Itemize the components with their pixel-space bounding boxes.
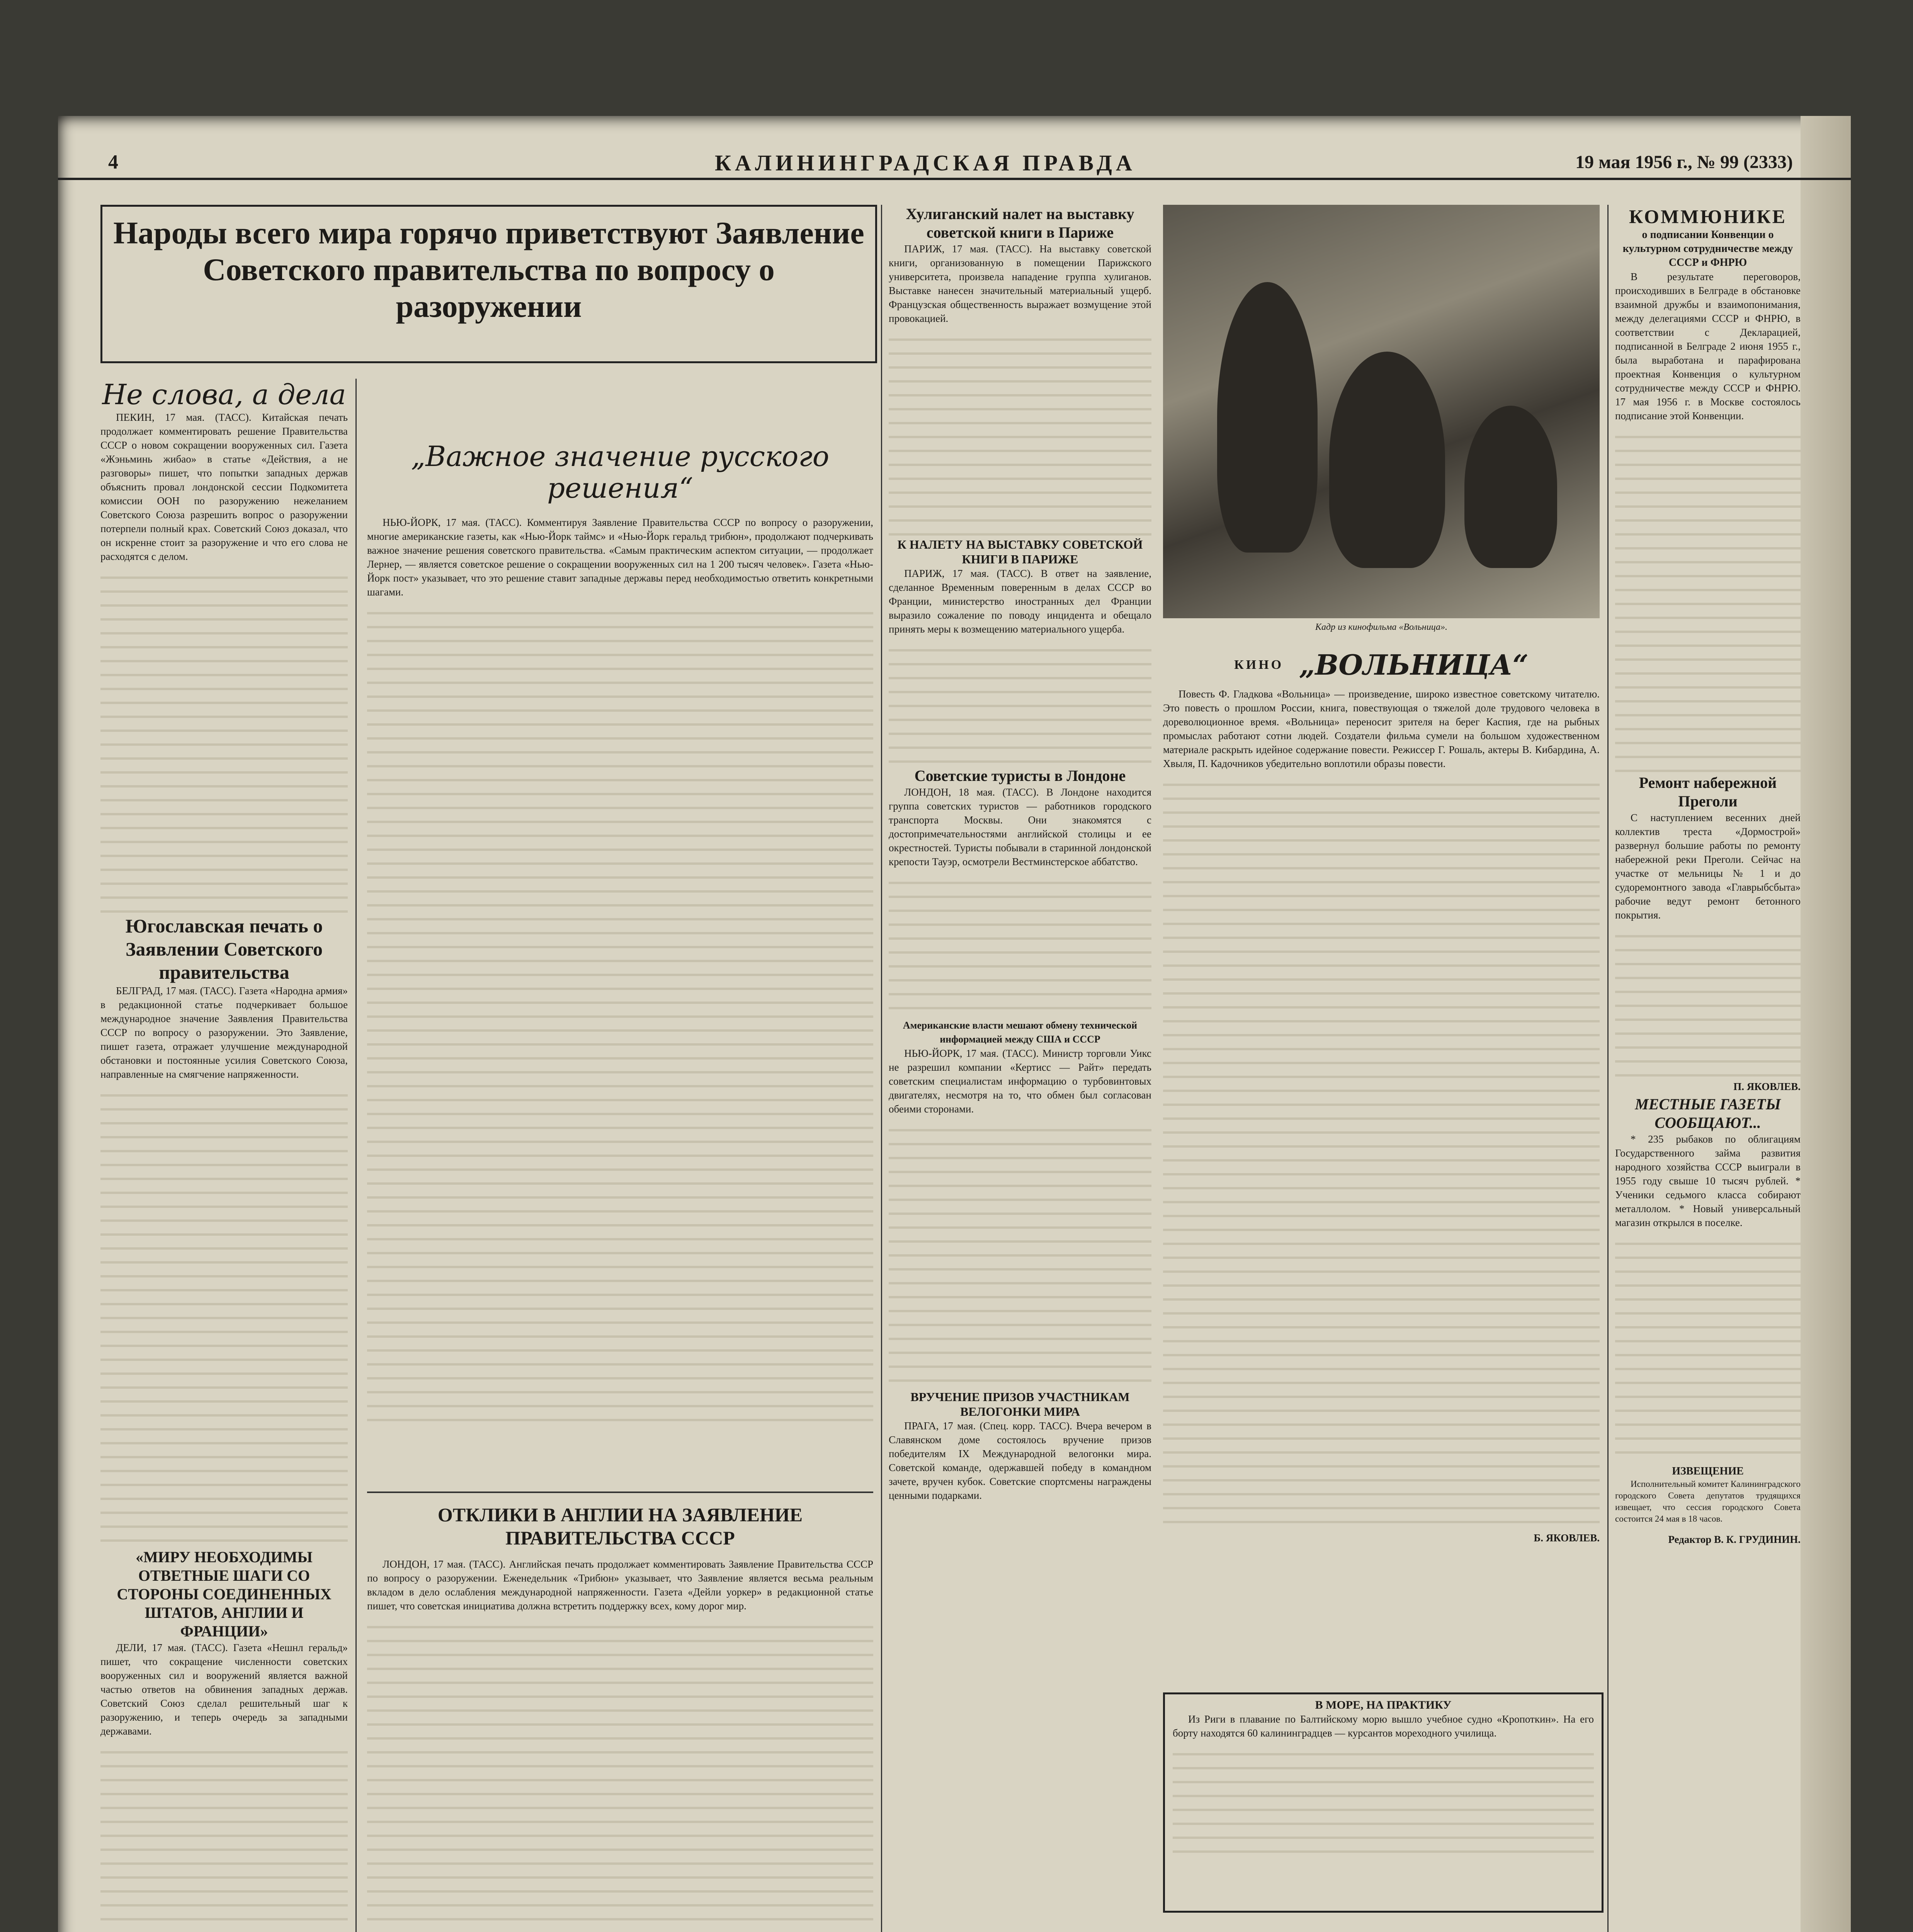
text-block <box>100 1083 348 1546</box>
text-block <box>1615 923 1801 1078</box>
article-prizy: ПРАГА, 17 мая. (Спец. корр. ТАСС). Вчера вечером в Славянском доме состоялось вручение призов победителям IX Международной велогонки мира. Советской команде, одержавшей победу в командном зачете, вручен кубок. Советские спортсмены награждены ценными подарками. <box>889 1420 1151 1501</box>
headline-yugoslav: Югославская печать о Заявлении Советского правительства <box>125 915 323 983</box>
text-block <box>889 638 1151 765</box>
kino-author: Б. ЯКОВЛЕВ. <box>1534 1532 1600 1544</box>
headline-prizy: ВРУЧЕНИЕ ПРИЗОВ УЧАСТНИКАМ ВЕЛОГОНКИ МИРА <box>910 1390 1130 1418</box>
article-mestnye: * 235 рыбаков по облигациям Государственного займа развития народного хозяйства СССР выиграли в 1955 году свыше 10 тысяч рублей. * Ученики седьмого класса собирают металлолом. * Новый универсальный магазин открылся в поселке. <box>1615 1133 1801 1228</box>
headline-remont: Ремонт набережной Преголи <box>1639 774 1777 810</box>
v-more-content <box>1173 1698 1594 1907</box>
v-more-box <box>1163 1692 1604 1913</box>
text-block <box>1615 424 1801 772</box>
column-kino <box>1163 649 1600 1685</box>
column-rule <box>355 379 357 1932</box>
text-block <box>367 1614 873 1932</box>
article-amer: НЬЮ-ЙОРК, 17 мая. (ТАСС). Министр торговли Уикс не разрешил компании «Кертисс — Райт» передать советским специалистам информацию о турбовинтовых двигателях, несмотря на то, что обмен был согласован обеими сторонами. <box>889 1048 1151 1115</box>
article-yugoslav: БЕЛГРАД, 17 мая. (ТАСС). Газета «Народна армия» в редакционной статье подчеркивает большое международное значение Заявления Правительства СССР по вопросу о разоружении. Это Заявление, пишет газета, отражает улучшение международной обстановки и постоянные усилия Советского Союза, направленные на смягчение напряженности. <box>100 985 348 1080</box>
column-4 <box>889 205 1151 1932</box>
subheadline-kommyunike: о подписании Конвенции о культурном сотрудничестве между СССР и ФНРЮ <box>1622 229 1793 269</box>
column-otkliki <box>367 1503 873 1932</box>
banner-headline: Народы всего мира горячо приветствуют Заявление Советского правительства по вопросу о разоружении <box>113 215 864 324</box>
article-vazhnoe: НЬЮ-ЙОРК, 17 мая. (ТАСС). Комментируя Заявление Правительства СССР по вопросу о разоружении, многие американские газеты, как «Нью-Йорк таймс» и «Нью-Йорк геральд трибюн», продолжают подчеркивать важное значение решения советского правительства. «Самым практическим аспектом ситуации, — продолжает Лернер, — является советское решение о сокращении вооруженных сил на 1 200 тысяч человек». Газета «Нью-Йорк пост» указывает, что это решение ставит западные державы перед необходимостью ответить конкретными шагами. <box>367 517 873 598</box>
masthead <box>58 147 1851 180</box>
column-rule <box>881 205 882 1932</box>
article-huligan: ПАРИЖ, 17 мая. (ТАСС). На выставку советской книги, организованную в помещении Парижского университета, произвела нападение группа хулиганов. Выставке нанесен значительный материальный ущерб. Французская общественность выражает возмущение этой провокацией. <box>889 243 1151 324</box>
column-1 <box>100 379 348 1932</box>
text-block <box>100 1740 348 1932</box>
column-rule <box>1607 205 1609 1932</box>
article-mir: ДЕЛИ, 17 мая. (ТАСС). Газета «Нешнл геральд» пишет, что сокращение численности советских вооруженных сил и вооружений является важной частью ответов на обвинения западных держав. Советский Союз сделал решительный шаг к разоружению, и теперь очередь за западными державами. <box>100 1642 348 1737</box>
text-block <box>367 600 873 1431</box>
newspaper-title: КАЛИНИНГРАДСКАЯ ПРАВДА <box>715 150 1136 175</box>
editor-line: Редактор В. К. ГРУДИНИН. <box>1668 1534 1801 1545</box>
headline-kommyunike: КОММЮНИКЕ <box>1629 206 1787 227</box>
column-right <box>1615 205 1801 1932</box>
photo-figure <box>1329 352 1445 568</box>
headline-kino: „ВОЛЬНИЦА“ <box>1299 649 1529 681</box>
page-number: 4 <box>108 151 118 173</box>
article-remont: С наступлением весенних дней коллектив треста «Дормострой» развернул большие работы по ремонту набережной реки Преголи. Сейчас на участке от мельницы № 1 и до судоремонтного завода «Главрыбсбыта» рабочие ведут ремонт бетонного покрытия. <box>1615 812 1801 921</box>
page-edge <box>1801 116 1851 1932</box>
text-block <box>1163 772 1600 1529</box>
headline-amer: Американские власти мешают обмену технической информацией между США и СССР <box>903 1020 1138 1045</box>
article-ne-slova: ПЕКИН, 17 мая. (ТАСС). Китайская печать продолжает комментировать решение Правительства СССР о новом сокращении вооруженных сил. Газета «Жэньминь жибао» в статье «Действия, а не разговоры» пишет, что попытки западных держав объяснить провал лондонской сессии Подкомитета комиссии ООН по разоружению нежеланием Советского Союза разрешить вопрос о разоружении потерпели полный крах. Советский Союз доказал, что он искренне стоит за разоружение и что его слова не расходятся с делом. <box>100 412 348 562</box>
article-v-more: Из Риги в плавание по Балтийскому морю вышло учебное судно «Кропоткин». На его борту находятся 60 калининградцев — курсантов мореходного училища. <box>1173 1713 1594 1739</box>
text-block <box>889 870 1151 1017</box>
headline-mestnye: МЕСТНЫЕ ГАЗЕТЫ СООБЩАЮТ... <box>1635 1095 1781 1131</box>
photo-figure <box>1217 282 1318 553</box>
photo-caption: Кадр из кинофильма «Вольница». <box>1315 622 1447 632</box>
article-izveshchenie: Исполнительный комитет Калининградского городского Совета депутатов трудящихся извещает, что сессия городского Совета состоится 24 мая в 18 часов. <box>1615 1479 1801 1524</box>
article-otkliki: ЛОНДОН, 17 мая. (ТАСС). Английская печать продолжает комментировать Заявление Правительства СССР по вопросу о разоружении. Еженедельник «Трибюн» указывает, что Заявление является весьма реальным вкладом в дело ослабления международной напряженности. Газета «Дейли уоркер» в редакционной статье пишет, что советская инициатива должна встретить поддержку всех, кому дорог мир. <box>367 1558 873 1612</box>
headline-vazhnoe: „Важное значение русского решения“ <box>411 440 830 504</box>
remont-author: П. ЯКОВЛЕВ. <box>1733 1081 1801 1092</box>
text-block <box>1615 1231 1801 1463</box>
headline-v-more: В МОРЕ, НА ПРАКТИКУ <box>1315 1699 1452 1711</box>
article-turisty: ЛОНДОН, 18 мая. (ТАСС). В Лондоне находится группа советских туристов — работников городского транспорта Москвы. Они знакомятся с достопримечательностями английской столицы и ее окрестностей. Туристы побывали в старинной лондонской крепости Тауэр, осмотрели Вестминстерское аббатство. <box>889 786 1151 867</box>
text-block <box>889 1117 1151 1388</box>
text-block <box>889 327 1151 536</box>
article-kommyunike: В результате переговоров, происходивших в Белграде в обстановке взаимной дружбы и взаимопонимания, между делегациями СССР и ФНРЮ, в соответствии с Декларацией, подписанной в Белграде 2 июня 1955 г., была выработана и парафирована проектная Конвенция о культурном сотрудничестве между СССР и ФНРЮ. 17 мая 1956 г. в Москве состоялось подписание этой Конвенции. <box>1615 271 1801 422</box>
text-block <box>100 565 348 913</box>
headline-turisty: Советские туристы в Лондоне <box>914 767 1126 784</box>
film-still-photo <box>1163 205 1600 618</box>
photo-figure <box>1464 406 1557 568</box>
text-block <box>1173 1742 1594 1857</box>
headline-ne-slova: Не слова, а дела <box>102 379 346 411</box>
headline-k-naletu: К НАЛЕТУ НА ВЫСТАВКУ СОВЕТСКОЙ КНИГИ В ПАРИЖЕ <box>897 537 1143 566</box>
headline-izveshchenie: ИЗВЕЩЕНИЕ <box>1672 1465 1744 1477</box>
headline-huligan: Хулиганский налет на выставку советской книги в Париже <box>906 205 1134 241</box>
kino-kicker: КИНО <box>1234 658 1284 672</box>
banner-headline-box <box>100 205 877 363</box>
issue-date: 19 мая 1956 г., № 99 (2333) <box>1575 152 1793 172</box>
article-kino: Повесть Ф. Гладкова «Вольница» — произведение, широко известное советскому читателю. Это повесть о прошлом России, книга, повествующая о тяжелой доле трудового человека в дореволюционное время. «Вольница» переносит зрителя на берег Каспия, где на рыбных промыслах работают сотни людей. Создатели фильма сумели на большом художественном материале раскрыть идейное содержание повести. Режиссер Г. Рошаль, актеры В. Кибардина, А. Хвыля, П. Кадочников убедительно воплотили образы повести. <box>1163 688 1600 769</box>
headline-otkliki: ОТКЛИКИ В АНГЛИИ НА ЗАЯВЛЕНИЕ ПРАВИТЕЛЬСТВА СССР <box>437 1504 803 1549</box>
headline-mir: «МИРУ НЕОБХОДИМЫ ОТВЕТНЫЕ ШАГИ СО СТОРОНЫ СОЕДИНЕННЫХ ШТАТОВ, АНГЛИИ И ФРАНЦИИ» <box>117 1548 332 1640</box>
article-k-naletu: ПАРИЖ, 17 мая. (ТАСС). В ответ на заявление, сделанное Временным поверенным в делах СССР во Франции, министерство иностранных дел Франции выразило сожаление по поводу инцидента и обещало принять меры к возмещению материального ущерба. <box>889 568 1151 635</box>
newspaper-page <box>58 116 1851 1932</box>
column-2-3-top <box>367 440 873 1484</box>
section-rule <box>367 1492 873 1493</box>
